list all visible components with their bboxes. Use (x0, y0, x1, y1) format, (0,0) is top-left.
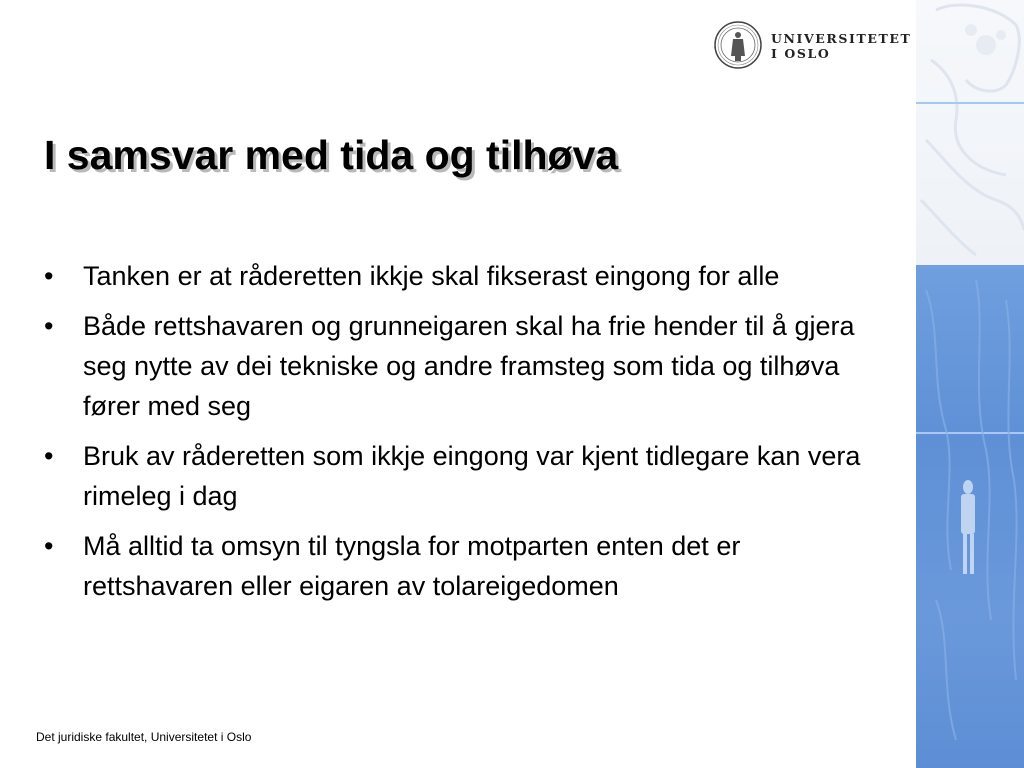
bullet-list (44, 256, 894, 616)
side-panel-artwork (916, 0, 1024, 768)
bullet-text: Må alltid ta omsyn til tyngsla for motparten enten det er rettshavaren eller eigaren av tolareigedomen (83, 531, 741, 601)
bullet-dot: • (44, 311, 54, 341)
bullet-item (44, 306, 894, 426)
university-name-line2: I OSLO (771, 46, 831, 61)
university-name-line1: UNIVERSITETET (771, 31, 912, 46)
bullet-item (44, 526, 894, 606)
slide-title: I samsvar med tida og tilhøva (44, 132, 619, 178)
slide-footer: Det juridiske fakultet, Universitetet i Oslo (36, 730, 252, 744)
university-seal-icon (713, 20, 763, 70)
university-name (771, 31, 911, 61)
bullet-text: Både rettshavaren og grunneigaren skal ha frie hender til å gjera seg nytte av dei tekniske og andre framsteg som tida og tilhøva fører med seg (83, 311, 855, 421)
university-logo (713, 20, 912, 70)
bullet-item (44, 256, 894, 296)
bullet-text: Tanken er at råderetten ikkje skal fikserast eingong for alle (83, 261, 780, 291)
side-decoration-panel (916, 0, 1024, 768)
bullet-dot: • (44, 441, 54, 471)
bullet-text: Bruk av råderetten som ikkje eingong var kjent tidlegare kan vera rimeleg i dag (83, 441, 861, 511)
bullet-dot: • (44, 531, 54, 561)
bullet-item (44, 436, 894, 516)
bullet-dot: • (44, 261, 54, 291)
